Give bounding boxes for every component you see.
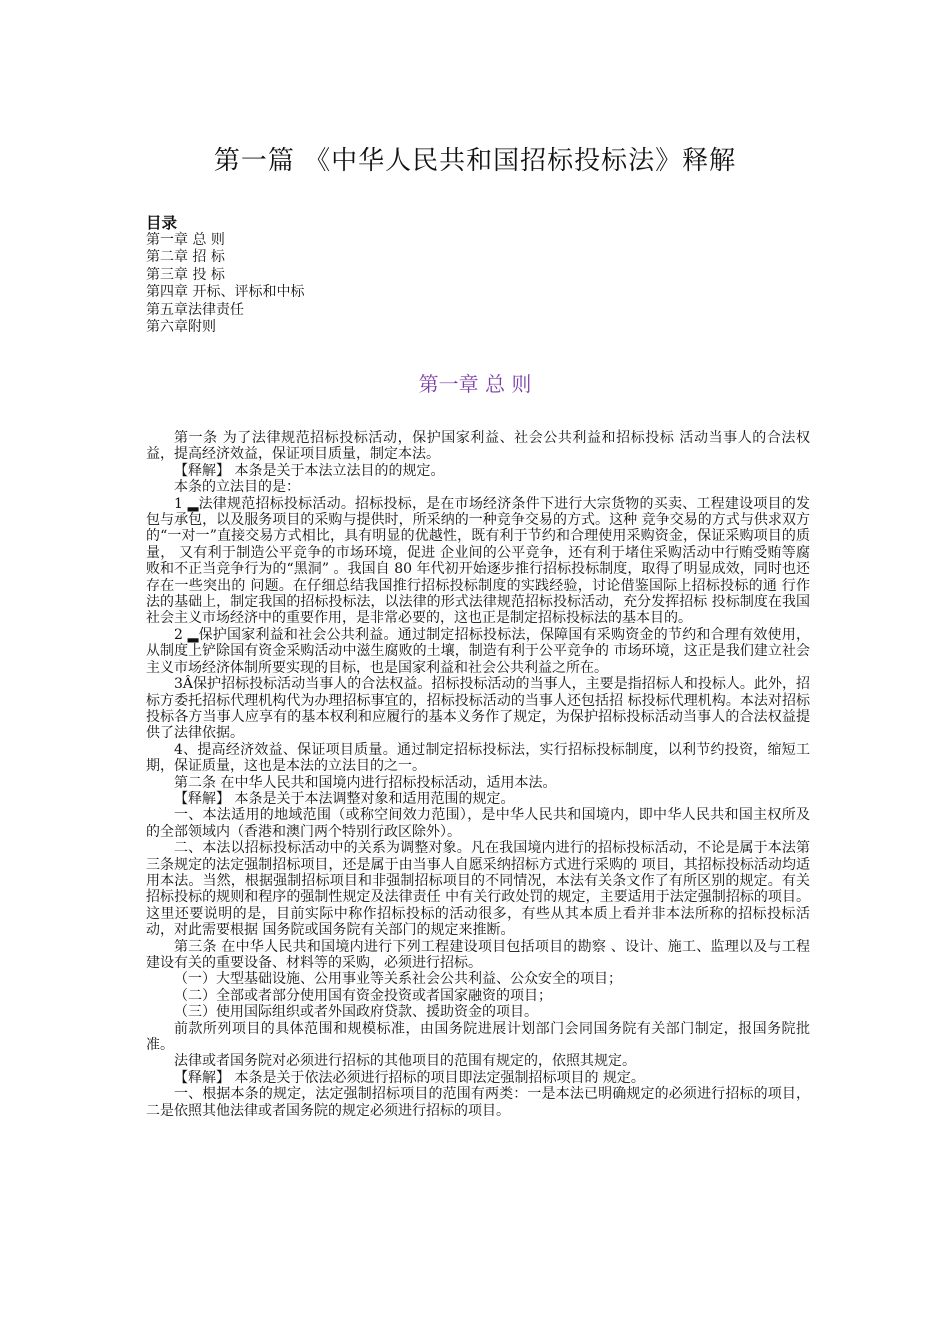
toc-item: 第三章 投 标 [146,266,225,283]
paragraph: 4、提高经济效益、保证项目质量。通过制定招标投标法，实行招标投标制度，以利节约投资，缩短工期，保证质量，这也是本法的立法目的之一。 [146,741,810,775]
paragraph: 第三条 在中华人民共和国境内进行下列工程建设项目包括项目的勘察 、设计、施工、监理以及与工程建设有关的重要设备、材料等的采购，必须进行招标。 [146,938,810,971]
paragraph: （一）大型基础设施、公用事业等关系社会公共利益、公众安全的项目； [174,971,622,988]
toc-item: 第六章附则 [146,319,216,335]
paragraph: 一、根据本条的规定，法定强制招标项目的范围有两类：一是本法已明确规定的必须进行招标的项目，二是依照其他法律或者国务院的规定必须进行招标的项目。 [146,1086,810,1119]
toc-item: 第五章法律责任 [146,301,244,318]
toc-item: 第二章 招 标 [146,249,225,265]
paragraph: 【释解】 本条是关于依法必须进行招标的项目即法定强制招标项目的 规定。 [174,1069,645,1086]
document-title: 第一篇 《中华人民共和国招标投标法》释解 [213,146,737,176]
paragraph: （二）全部或者部分使用国有资金投资或者国家融资的项目； [174,987,552,1004]
paragraph: 一、本法适用的地域范围（或称空间效力范围），是中华人民共和国境内，即中华人民共和国主权所及的全部领域内（香港和澳门两个特别行政区除外）。 [146,807,810,840]
toc-heading: 目录 [146,213,178,232]
table-of-contents [146,214,304,337]
paragraph: 1 ▂法律规范招标投标活动。招标投标，是在市场经济条件下进行大宗货物的买卖、工程建设项目的发包与承包，以及服务项目的采购与提供时，所采纳的一种竞争交易的方式。这种 竞争交易的方式与供求双方的“一对一”直接交易方式相比，具有明显的优越性，既有利于节约和合理使用采购资金，保证采购项目的质量， 又有利于制造公平竞争的市场环境，促进 企业间的公平竞争，还有利于堵住采购活动中行贿受贿等腐败和不正当竞争行为的“黑洞” 。我国自 80 年代初开始逐步推行招标投标制度，取得了明显成效，同时也还存在一些突出的 问题。在仔细总结我国推行招标投标制度的实践经验，讨论借鉴国际上招标投标的通 行作法的基础上，制定我国的招标投标法，以法律的形式法律规范招标投标活动，充分发挥招标 投标制度在我国社会主义市场经济中的重要作用，是非常必要的，这也正是制定招标投标法的基本目的。 [146,495,810,627]
paragraph: 第二条 在中华人民共和国境内进行招标投标活动，适用本法。 [174,774,557,791]
toc-item: 第四章 开标、评标和中标 [146,284,305,300]
paragraph: （三）使用国际组织或者外国政府贷款、援助资金的项目。 [174,1004,538,1021]
paragraph: 3Â保护招标投标活动当事人的合法权益。招标投标活动的当事人，主要是指招标人和投标人。此外，招标方委托招标代理机构代为办理招标事宜的，招标投标活动的当事人还包括招 标投标代理机构。本法对招标投标各方当事人应享有的基本权利和应履行的基本义务作了规定，为保护招标投标活动当事人的合法权益提供了法律依据。 [146,676,810,742]
paragraph: 【释解】 本条是关于本法调整对象和适用范围的规定。 [174,790,515,807]
chapter-title: 第一章 总 则 [418,372,532,396]
paragraph: 法律或者国务院对必须进行招标的其他项目的范围有规定的，依照其规定。 [174,1053,636,1070]
paragraph: 【释解】 本条是关于本法立法目的的规定。 [174,462,445,479]
paragraph: 二、本法以招标投标活动中的关系为调整对象。凡在我国境内进行的招标投标活动，不论是属于本法第三条规定的法定强制招标项目，还是属于由当事人自愿采纳招标方式进行采购的 项目，其招标投标活动均适用本法。当然，根据强制招标项目和非强制招标项目的不同情况，本法有关条文作了有所区别的规定。有关招标投标的规则和程序的强制性规定及法律责任 中有关行政处罚的规定，主要适用于法定强制招标的项目。这里还要说明的是，目前实际中称作招标投标的活动很多，有些从其本质上看并非本法所称的招标投标活动，对此需要根据 国务院或国务院有关部门的规定来推断。 [146,840,810,939]
toc-item: 第一章 总 则 [146,231,225,248]
paragraph: 前款所列项目的具体范围和规模标准，由国务院进展计划部门会同国务院有关部门制定，报国务院批准。 [146,1020,810,1054]
paragraph: 第一条 为了法律规范招标投标活动，保护国家利益、社会公共利益和招标投标 活动当事人的合法权益，提高经济效益，保证项目质量，制定本法。 [146,430,810,463]
paragraph: 2 ▂保护国家利益和社会公共利益。通过制定招标投标法，保障国有采购资金的节约和合理有效使用，从制度上铲除国有资金采购活动中滋生腐败的土壤，制造有利于公平竞争的 市场环境，这正是我们建立社会主义市场经济体制所要实现的目标，也是国家利益和社会公共利益之所在。 [146,626,810,676]
paragraph: 本条的立法目的是： [174,479,300,496]
body-text [146,430,810,1119]
